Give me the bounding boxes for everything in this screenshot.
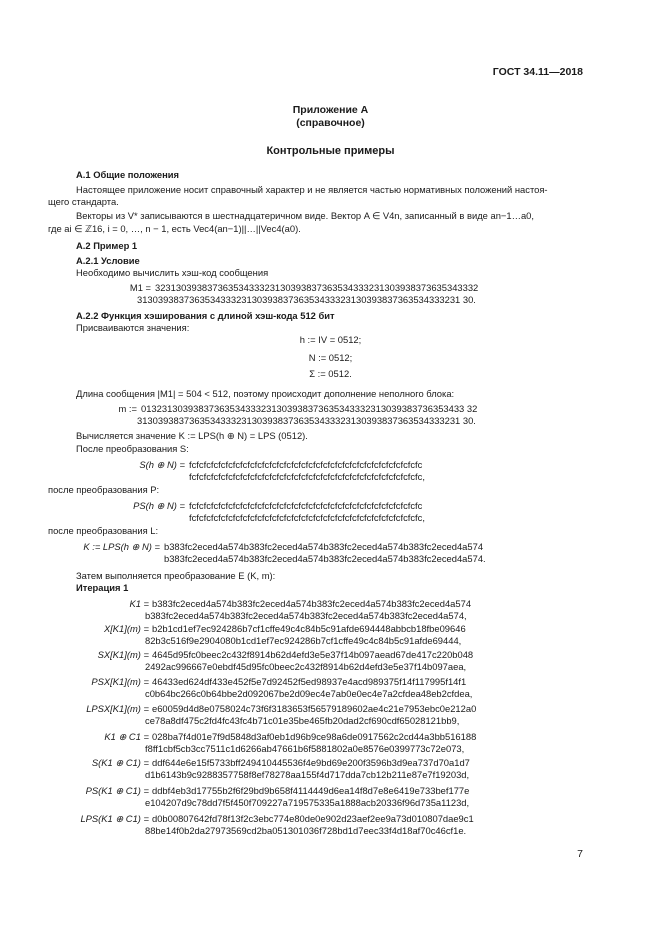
s-label: S(h ⊕ N) =: [139, 459, 185, 470]
m1-value-line-1: 32313039383736353433323130393837363534333231303938373635343332: [155, 282, 479, 293]
after-s-text: После преобразования S:: [76, 443, 189, 454]
iteration-row-value-line-2: 2492ac996667e0ebdf45d95fc0beec2c432f8914b62d4efd3e5e37f14b097aea,: [145, 661, 467, 672]
iteration-row-label: S(K1 ⊕ C1) =: [91, 757, 149, 768]
iteration-row-value-line-1: ddf644e6e15f5733bff249410445536f4e9bd69e200f3596b3d9ea737d70a1d7: [152, 757, 470, 768]
k-label: K := LPS(h ⊕ N) =: [83, 541, 160, 552]
iteration-row-value-line-2: c0b64bc266c0b64bbe2d092067be2d09ec4e7ab0e0ec4e7a2cfdea48eb2cfdea,: [145, 688, 473, 699]
h-assignment: h := IV = 0512;: [299, 334, 362, 345]
iteration-row-label: X[K1](m) =: [103, 623, 149, 634]
condition-heading: А.2.1 Условие: [76, 255, 140, 266]
after-p-text: после преобразования P:: [48, 484, 160, 495]
iteration-row-label: K1 ⊕ C1 =: [104, 731, 149, 742]
s-value-line-1: fcfcfcfcfcfcfcfcfcfcfcfcfcfcfcfcfcfcfcfcfcfcfcfcfcfcfcfcfcfcfcfc: [189, 459, 423, 470]
page-heading: Контрольные примеры: [266, 145, 395, 157]
section-a1-paragraph-1-line-2: щего стандарта.: [48, 196, 119, 207]
k-value-line-2: b383fc2eced4a574b383fc2eced4a574b383fc2eced4a574b383fc2eced4a574.: [164, 553, 486, 564]
then-e-text: Затем выполняется преобразование E (K, m):: [76, 570, 276, 581]
iteration-heading: Итерация 1: [76, 582, 129, 593]
iteration-row-value-line-2: d1b6143b9c9288357758f8ef78278aa155f4d717dda7cb12b211e87e7f19203d,: [145, 769, 470, 780]
sigma-assignment: Σ := 0512.: [309, 368, 352, 379]
hash-function-heading: А.2.2 Функция хэширования с длиной хэш-кода 512 бит: [76, 310, 335, 321]
iteration-row-value-line-1: 4645d95fc0beec2c432f8914b62d4efd3e5e37f14b097aead67de417c220b048: [152, 649, 474, 660]
p-label: PS(h ⊕ N) =: [133, 500, 185, 511]
section-a2-heading: А.2 Пример 1: [76, 240, 138, 251]
iteration-row-value-line-2: 82b3c516f9e2904080b1cd1ef7ec924286b7cf1cffe49c4c84b5c91afde69444,: [145, 635, 462, 646]
k-calculation-text: Вычисляется значение K := LPS(h ⊕ N) = LPS (0512).: [76, 430, 308, 441]
iteration-row-value-line-1: e60059d4d8e0758024c73f6f3183653f56579189602ae4c21e7953ebc0e212a0: [152, 703, 477, 714]
iteration-row-label: SX[K1](m) =: [97, 649, 149, 660]
length-text: Длина сообщения |M1| = 504 < 512, поэтому происходит дополнение неполного блока:: [76, 388, 455, 399]
page-number: 7: [577, 848, 583, 860]
section-a1-paragraph-1-line-1: Настоящее приложение носит справочный характер и не является частью нормативных положений настоя-: [76, 184, 548, 195]
m1-value-line-2: 31303938373635343332313039383736353433323130393837363534333231 30.: [137, 294, 476, 305]
iteration-row-value-line-2: e104207d9c78dd7f5f450f709227a719575335a1888acb20336f96d735a1123d,: [145, 797, 470, 808]
p-value-line-1: fcfcfcfcfcfcfcfcfcfcfcfcfcfcfcfcfcfcfcfcfcfcfcfcfcfcfcfcfcfcfcfc: [189, 500, 423, 511]
m-value-line-2: 31303938373635343332313039383736353433323130393837363534333231 30.: [137, 415, 476, 426]
standard-header: ГОСТ 34.11—2018: [492, 66, 583, 78]
iteration-row-label: LPSX[K1](m) =: [86, 703, 149, 714]
iteration-row-value-line-1: 028ba7f4d01e7f9d5848d3af0eb1d96b9ce98a6de0917562c2cd44a3bb516188: [152, 731, 477, 742]
iteration-row-value-line-1: 46433ed624df433e452f5e7d92452f5ed98937e4acd989375f14f117995f14f1: [152, 676, 467, 687]
iteration-row-label: PS(K1 ⊕ C1) =: [85, 785, 149, 796]
iteration-row-label: LPS(K1 ⊕ C1) =: [80, 813, 149, 824]
k-value-line-1: b383fc2eced4a574b383fc2eced4a574b383fc2eced4a574b383fc2eced4a574: [164, 541, 484, 552]
p-value-line-2: fcfcfcfcfcfcfcfcfcfcfcfcfcfcfcfcfcfcfcfcfcfcfcfcfcfcfcfcfcfcfcfc,: [189, 512, 425, 523]
section-a1-paragraph-2-line-2: где ai ∈ ℤ16, i = 0, …, n − 1, есть Vec4(an−1)||…||Vec4(a0).: [48, 223, 301, 234]
condition-text: Необходимо вычислить хэш-код сообщения: [76, 267, 269, 278]
iteration-row-value-line-2: 88be14f0b2da27973569cd2ba051301036f728bd1d7eec33f4d18af70c46cf1e.: [145, 825, 467, 836]
iteration-row-label: K1 =: [129, 598, 149, 609]
after-l-text: после преобразования L:: [48, 525, 159, 536]
assign-text: Присваиваются значения:: [76, 322, 190, 333]
iteration-row-value-line-2: f8ff1cbf5cb3cc7511c1d6266ab47661b6f5881802a0e8576e0399773c72e073,: [145, 743, 465, 754]
iteration-row-label: PSX[K1](m) =: [91, 676, 149, 687]
n-assignment: N := 0512;: [308, 352, 353, 363]
iteration-row-value-line-1: d0b00807642fd78f13f2c3ebc774e80de0e902d23aef2ee9a73d010807dae9c1: [152, 813, 474, 824]
section-a1-paragraph-2-line-1: Векторы из V* записываются в шестнадцатеричном виде. Вектор A ∈ V4n, записанный в виде an−1…a0,: [76, 210, 535, 221]
m-label: m :=: [118, 403, 137, 414]
iteration-row-value-line-1: b383fc2eced4a574b383fc2eced4a574b383fc2eced4a574b383fc2eced4a574: [152, 598, 472, 609]
iteration-row-value-line-1: ddbf4eb3d17755b2f6f29bd9b658f4114449d6ea14f8d7e8e6419e733bef177e: [152, 785, 470, 796]
m-value-line-1: 01323130393837363534333231303938373635343332313039383736353433 32: [141, 403, 478, 414]
iteration-row-value-line-2: ce78a8df475c2fd4fc43fc4b71c01e35be465fb20dad2cf690cdf65028121bb9,: [145, 715, 460, 726]
s-value-line-2: fcfcfcfcfcfcfcfcfcfcfcfcfcfcfcfcfcfcfcfcfcfcfcfcfcfcfcfcfcfcfcfc,: [189, 471, 425, 482]
appendix-title: Приложение А: [292, 104, 369, 116]
m1-label: M1 =: [129, 282, 151, 293]
section-a1-heading: А.1 Общие положения: [76, 169, 179, 180]
iteration-row-value-line-2: b383fc2eced4a574b383fc2eced4a574b383fc2eced4a574b383fc2eced4a574,: [145, 610, 467, 621]
iteration-row-value-line-1: b2b1cd1ef7ec924286b7cf1cffe49c4c84b5c91afde694448abbcb18fbe09646: [152, 623, 466, 634]
appendix-subtitle: (справочное): [296, 117, 365, 129]
